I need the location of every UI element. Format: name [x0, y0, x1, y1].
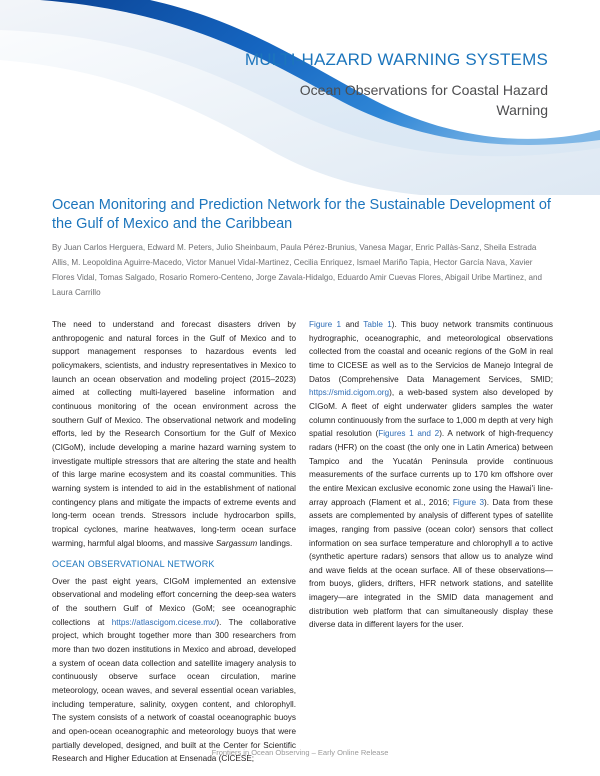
network-text: Over the past eight years, CIGoM implemented an extensive observational and modeling effort concerning the deep-sea waters of the southern Gulf of Mexico (GoM; see oceanographic collections at: [52, 576, 296, 627]
body-column-right: [309, 318, 553, 632]
table-1-link[interactable]: Table 1: [363, 320, 392, 329]
network-text-6: ). A network of high-frequency radars (HFR) on the coast (the only one in Latin America) between Tampico and the Yucatán Peninsula provide continuous measurements of the surface currents up to 170 km offshore over the entire Mexican exclusive economic zone using the Hawai'i line-array approach (Flament et al., 2016;: [309, 429, 553, 507]
figure-1-link[interactable]: Figure 1: [309, 320, 342, 329]
author-list: By Juan Carlos Herguera, Edward M. Peters, Julio Sheinbaum, Paula Pérez-Brunius, Vanesa Magar, Enric Pallàs-Sanz, Sheila Estrada Allis, M. Leopoldina Aguirre-Macedo, Victor Manuel Vidal-Martinez, Cecilia Enriquez, Ismael Mariño Tapia, Hector García Nava, Xavier Flores Vidal, Tomas Salgado, Rosario Romero-Centeno, Jorge Zavala-Hidalgo, Eduardo Amir Cuevas Flores, Abigail Uribe Martinez, and Laura Carrillo: [52, 243, 543, 297]
atlas-link[interactable]: https://atlascigom.cicese.mx/: [111, 617, 217, 627]
and-text: and: [341, 320, 364, 329]
network-text-7: ). Data from these assets are complemented by analysis of different types of satellite images, ranging from passive (ocean color) sensors that collect information on sea surface temperature and chlorophyll: [309, 497, 553, 548]
figures-1-2-link[interactable]: Figures 1 and 2: [378, 429, 440, 439]
intro-text-end: landings.: [257, 538, 293, 548]
page-footer: Frontiers in Ocean Observing – Early Online Release: [211, 748, 389, 757]
figure-3-link[interactable]: Figure 3: [452, 497, 485, 507]
series-subtitle: Ocean Observations for Coastal Hazard Warning: [299, 82, 548, 118]
article-title: Ocean Monitoring and Prediction Network for the Sustainable Development of the Gulf of Mexico and the Caribbean: [52, 197, 551, 232]
smid-link[interactable]: https://smid.cigom.org: [309, 388, 390, 398]
intro-paragraph: [52, 318, 296, 550]
network-text-4: ). This buoy network transmits continuous hydrographic, oceanographic, and meteorological observations collected from the coastal and oceanic regions of the GoM in real time to CICESE as well as to the Servicios de Manejo Integral de Datos (Comprehensive Data Management Services, SMID;: [309, 320, 553, 384]
intro-text: The need to understand and forecast disasters driven by anthropogenic and natural forces in the Gulf of Mexico and to support management responses to hazardous events led policymakers, scientists, and industry representatives in Mexico to launch an ocean observation and modeling project (2015–2023) aimed at collecting multi-layered baseline information and continuous monitoring of the ocean environment across the southern Gulf of Mexico. The observational network and modeling efforts, led by the Research Consortium for the Gulf of Mexico (CIGoM), include developing a marine hazard warning system to investigate multiple stressors that are altering the state and health of this large marine ecosystem and its coastal communities. This warning system is intended to aid in the establishment of national contingency plans and mitigate the impacts of extreme events and long-term ocean trends. Stressors include hydrocarbon spills, tropical cyclones, marine heatwaves, long-term ocean surface warming, harmful algal blooms, and massive: [52, 320, 296, 548]
sargassum-italic: Sargassum: [215, 538, 258, 548]
network-text-5: ), a web-based system also developed by CIGoM. A fleet of eight underwater gliders samples the water column continuously from the surface to 1,000 m depth at very high spatial resolution (: [309, 388, 553, 439]
network-paragraph-cont: [309, 318, 553, 632]
chlorophyll-a-italic: a: [514, 538, 520, 548]
network-text-cont: ). The collaborative project, which brought together more than 300 researchers from more than two dozen institutions in Mexico and abroad, developed a system of ocean data collection and satellite imagery analysis to continuously observe surface ocean circulation, marine meteorology, ocean waves, and several essential ocean variables, including temperature, salinity, oxygen content, and chlorophyll. The system consists of a network of coastal oceanographic buoys and open-ocean oceanographic and meteorology buoys that were partially developed, designed, and built at the Center for Scientific Research and Higher Education at Ensenada (CICESE;: [52, 617, 296, 764]
network-paragraph: [52, 575, 296, 766]
network-text-8: to active (synthetic aperture radars) sensors that allow us to analyze wind and wave fields at the ocean surface. All of these observations—from buoys, gliders, drifters, HFR network stations, and satellite imagery—are integrated in the SMID data management and distribution web platform that can simultaneously display these diverse data in different layers for the user.: [309, 538, 553, 630]
section-heading: OCEAN OBSERVATIONAL NETWORK: [52, 559, 215, 570]
series-title: MULTI-HAZARD WARNING SYSTEMS: [244, 50, 548, 69]
body-column-left: [52, 318, 296, 766]
